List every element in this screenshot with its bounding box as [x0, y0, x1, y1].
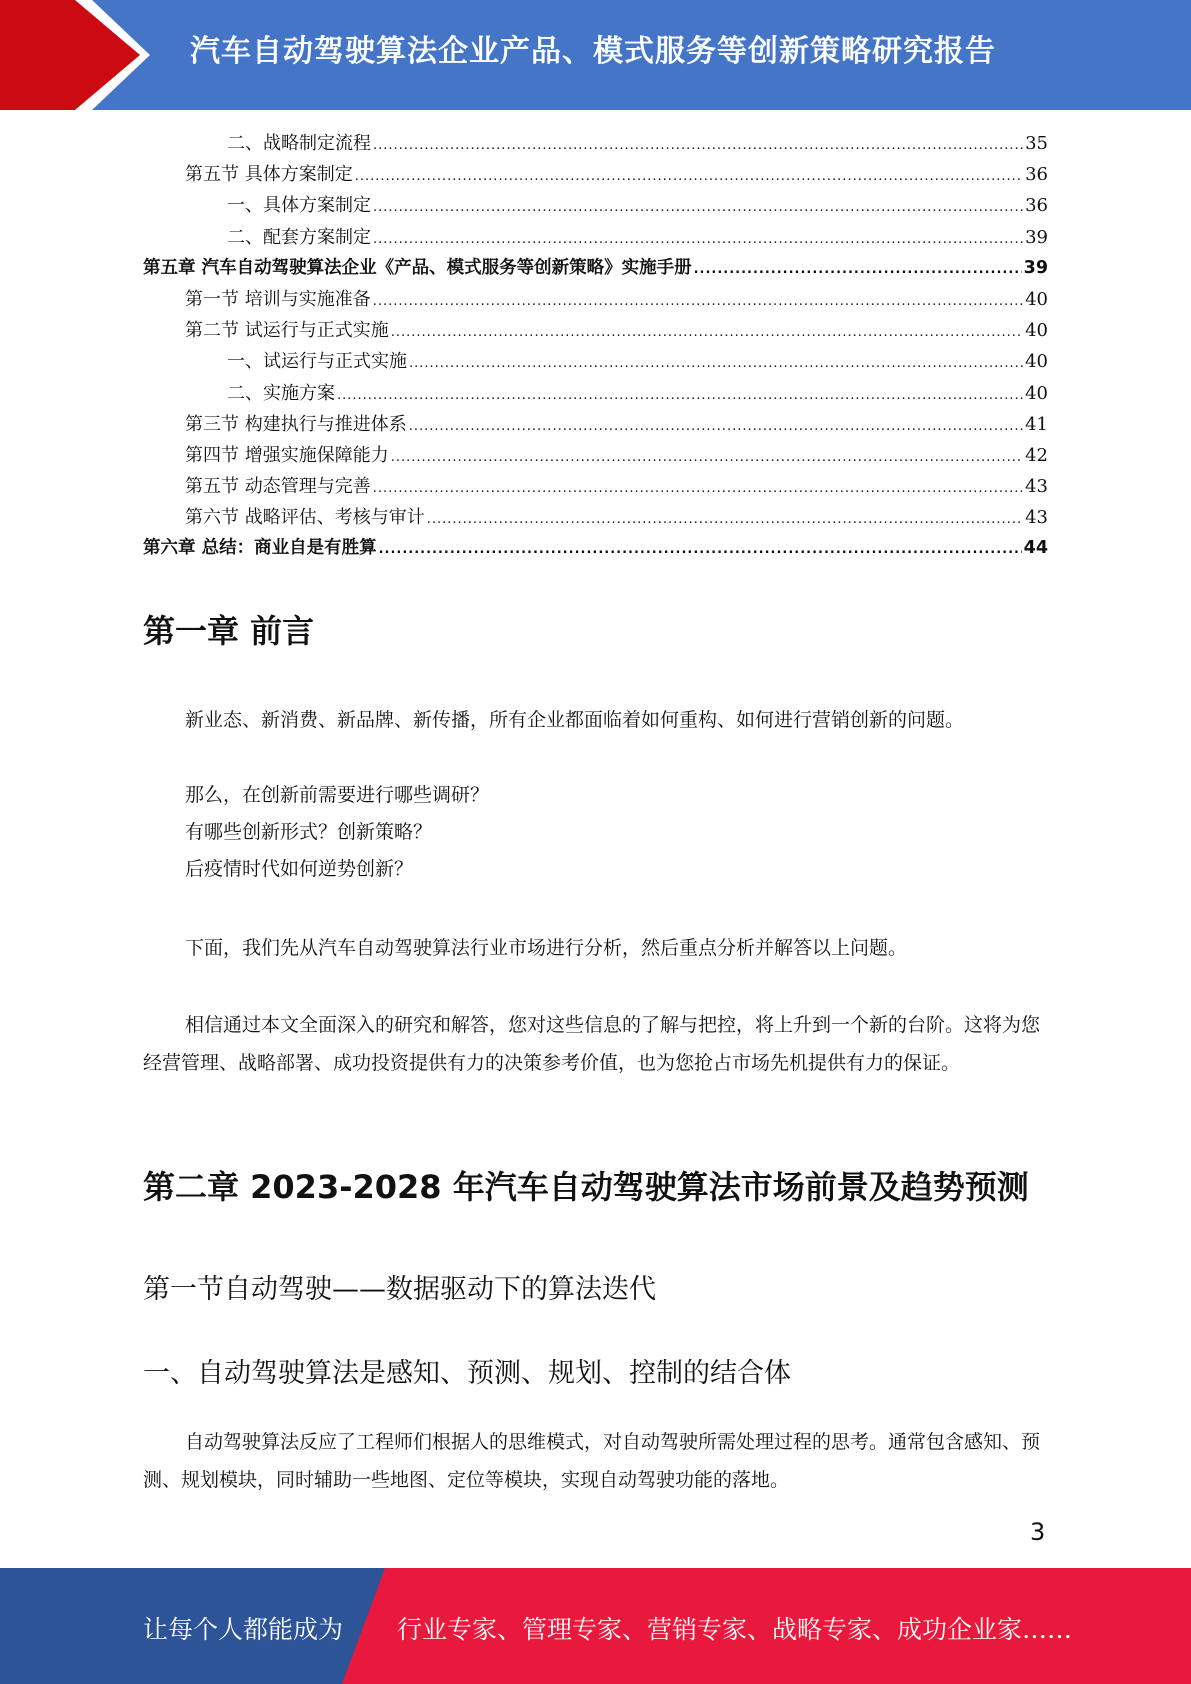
question-1: 那么，在创新前需要进行哪些调研？ [185, 784, 490, 806]
footer-slogan-left: 让每个人都能成为 [143, 1615, 344, 1644]
page-number: 3 [1030, 1518, 1046, 1546]
toc-dot-leader [694, 254, 1022, 285]
question-3: 后疫情时代如何逆势创新？ [185, 858, 414, 880]
paragraph-algorithm: 自动驾驶算法反应了工程师们根据人的思维模式，对自动驾驶所需处理过程的思考。通常包含感知、预测、规划模块，同时辅助一些地图、定位等模块，实现自动驾驶功能的落地。 [143, 1431, 1041, 1491]
paragraph-intro: 新业态、新消费、新品牌、新传播，所有企业都面临着如何重构、如何进行营销创新的问题。 [185, 709, 965, 731]
subsection-1-heading: 一、自动驾驶算法是感知、预测、规划、控制的结合体 [143, 1358, 791, 1389]
toc-entry[interactable] [143, 471, 1048, 502]
toc-entry-page: 43 [1025, 476, 1048, 498]
chapter-1-heading: 第一章 前言 [143, 612, 315, 650]
toc-entry[interactable] [143, 284, 1048, 315]
toc-entry-title: 第五节 动态管理与完善 [185, 476, 371, 498]
toc-entry-page: 35 [1025, 133, 1048, 154]
header-banner [0, 0, 1191, 110]
toc-entry-page: 36 [1025, 195, 1048, 217]
toc-entry-title: 一、具体方案制定 [227, 195, 371, 217]
red-chevron-graphic [0, 0, 160, 110]
toc-entry-page: 44 [1023, 538, 1048, 559]
toc-entry-page: 39 [1023, 257, 1048, 278]
toc-entry[interactable] [143, 502, 1048, 533]
toc-entry[interactable] [143, 378, 1048, 409]
toc-entry-title: 第五章 汽车自动驾驶算法企业《产品、模式服务等创新策略》实施手册 [143, 257, 692, 278]
toc-entry-title: 第六节 战略评估、考核与审计 [185, 507, 425, 529]
footer-banner [0, 1568, 1191, 1684]
toc-dot-leader [373, 130, 1023, 161]
report-title: 汽车自动驾驶算法企业产品、模式服务等创新策略研究报告 [190, 34, 996, 69]
chapter-2-heading: 第二章 2023-2028 年汽车自动驾驶算法市场前景及趋势预测 [143, 1168, 1029, 1206]
toc-entry-page: 42 [1025, 444, 1048, 466]
paragraph-conclusion: 相信通过本文全面深入的研究和解答，您对这些信息的了解与把控，将上升到一个新的台阶。这将为您经营管理、战略部署、成功投资提供有力的决策参考价值，也为您抢占市场先机提供有力的保证。 [143, 1014, 1041, 1074]
toc-dot-leader [409, 411, 1023, 442]
toc-entry[interactable] [143, 128, 1048, 159]
toc-dot-leader [391, 442, 1023, 473]
toc-entry-title: 第四节 增强实施保障能力 [185, 444, 389, 466]
toc-entry-title: 二、战略制定流程 [227, 133, 371, 154]
toc-entry-page: 39 [1025, 226, 1048, 248]
toc-dot-leader [379, 534, 1022, 565]
toc-entry-page: 36 [1025, 164, 1048, 186]
toc-entry-page: 40 [1025, 351, 1048, 373]
toc-entry[interactable] [143, 533, 1048, 564]
toc-dot-leader [373, 286, 1023, 317]
footer-slogan-right: 行业专家、管理专家、营销专家、战略专家、成功企业家…… [397, 1615, 1073, 1644]
paragraph-analysis: 下面，我们先从汽车自动驾驶算法行业市场进行分析，然后重点分析并解答以上问题。 [185, 937, 908, 959]
toc-entry[interactable] [143, 440, 1048, 471]
toc-entry-title: 第六章 总结：商业自是有胜算 [143, 538, 377, 559]
toc-entry[interactable] [143, 190, 1048, 221]
toc-dot-leader [427, 504, 1023, 535]
toc-entry-title: 二、实施方案 [227, 382, 335, 404]
toc-dot-leader [391, 317, 1023, 348]
toc-dot-leader [373, 192, 1023, 223]
section-1-heading: 第一节自动驾驶——数据驱动下的算法迭代 [143, 1274, 656, 1305]
toc-entry-title: 第三节 构建执行与推进体系 [185, 413, 407, 435]
toc-entry-page: 40 [1025, 320, 1048, 342]
table-of-contents [143, 128, 1048, 565]
question-2: 有哪些创新形式？创新策略？ [185, 821, 433, 843]
toc-entry-title: 一、试运行与正式实施 [227, 351, 407, 373]
toc-entry-page: 41 [1025, 413, 1048, 435]
toc-entry-title: 第五节 具体方案制定 [185, 164, 353, 186]
toc-entry-title: 二、配套方案制定 [227, 226, 371, 248]
toc-entry-title: 第二节 试运行与正式实施 [185, 320, 389, 342]
toc-entry[interactable] [143, 222, 1048, 253]
toc-entry-page: 43 [1025, 507, 1048, 529]
toc-dot-leader [355, 161, 1023, 192]
toc-entry[interactable] [143, 346, 1048, 377]
toc-entry-page: 40 [1025, 288, 1048, 310]
toc-dot-leader [373, 224, 1023, 255]
toc-entry-page: 40 [1025, 382, 1048, 404]
toc-entry[interactable] [143, 253, 1048, 284]
toc-entry[interactable] [143, 159, 1048, 190]
toc-entry-title: 第一节 培训与实施准备 [185, 288, 371, 310]
toc-dot-leader [373, 473, 1023, 504]
toc-entry[interactable] [143, 409, 1048, 440]
toc-dot-leader [337, 380, 1023, 411]
toc-dot-leader [409, 348, 1023, 379]
toc-entry[interactable] [143, 315, 1048, 346]
